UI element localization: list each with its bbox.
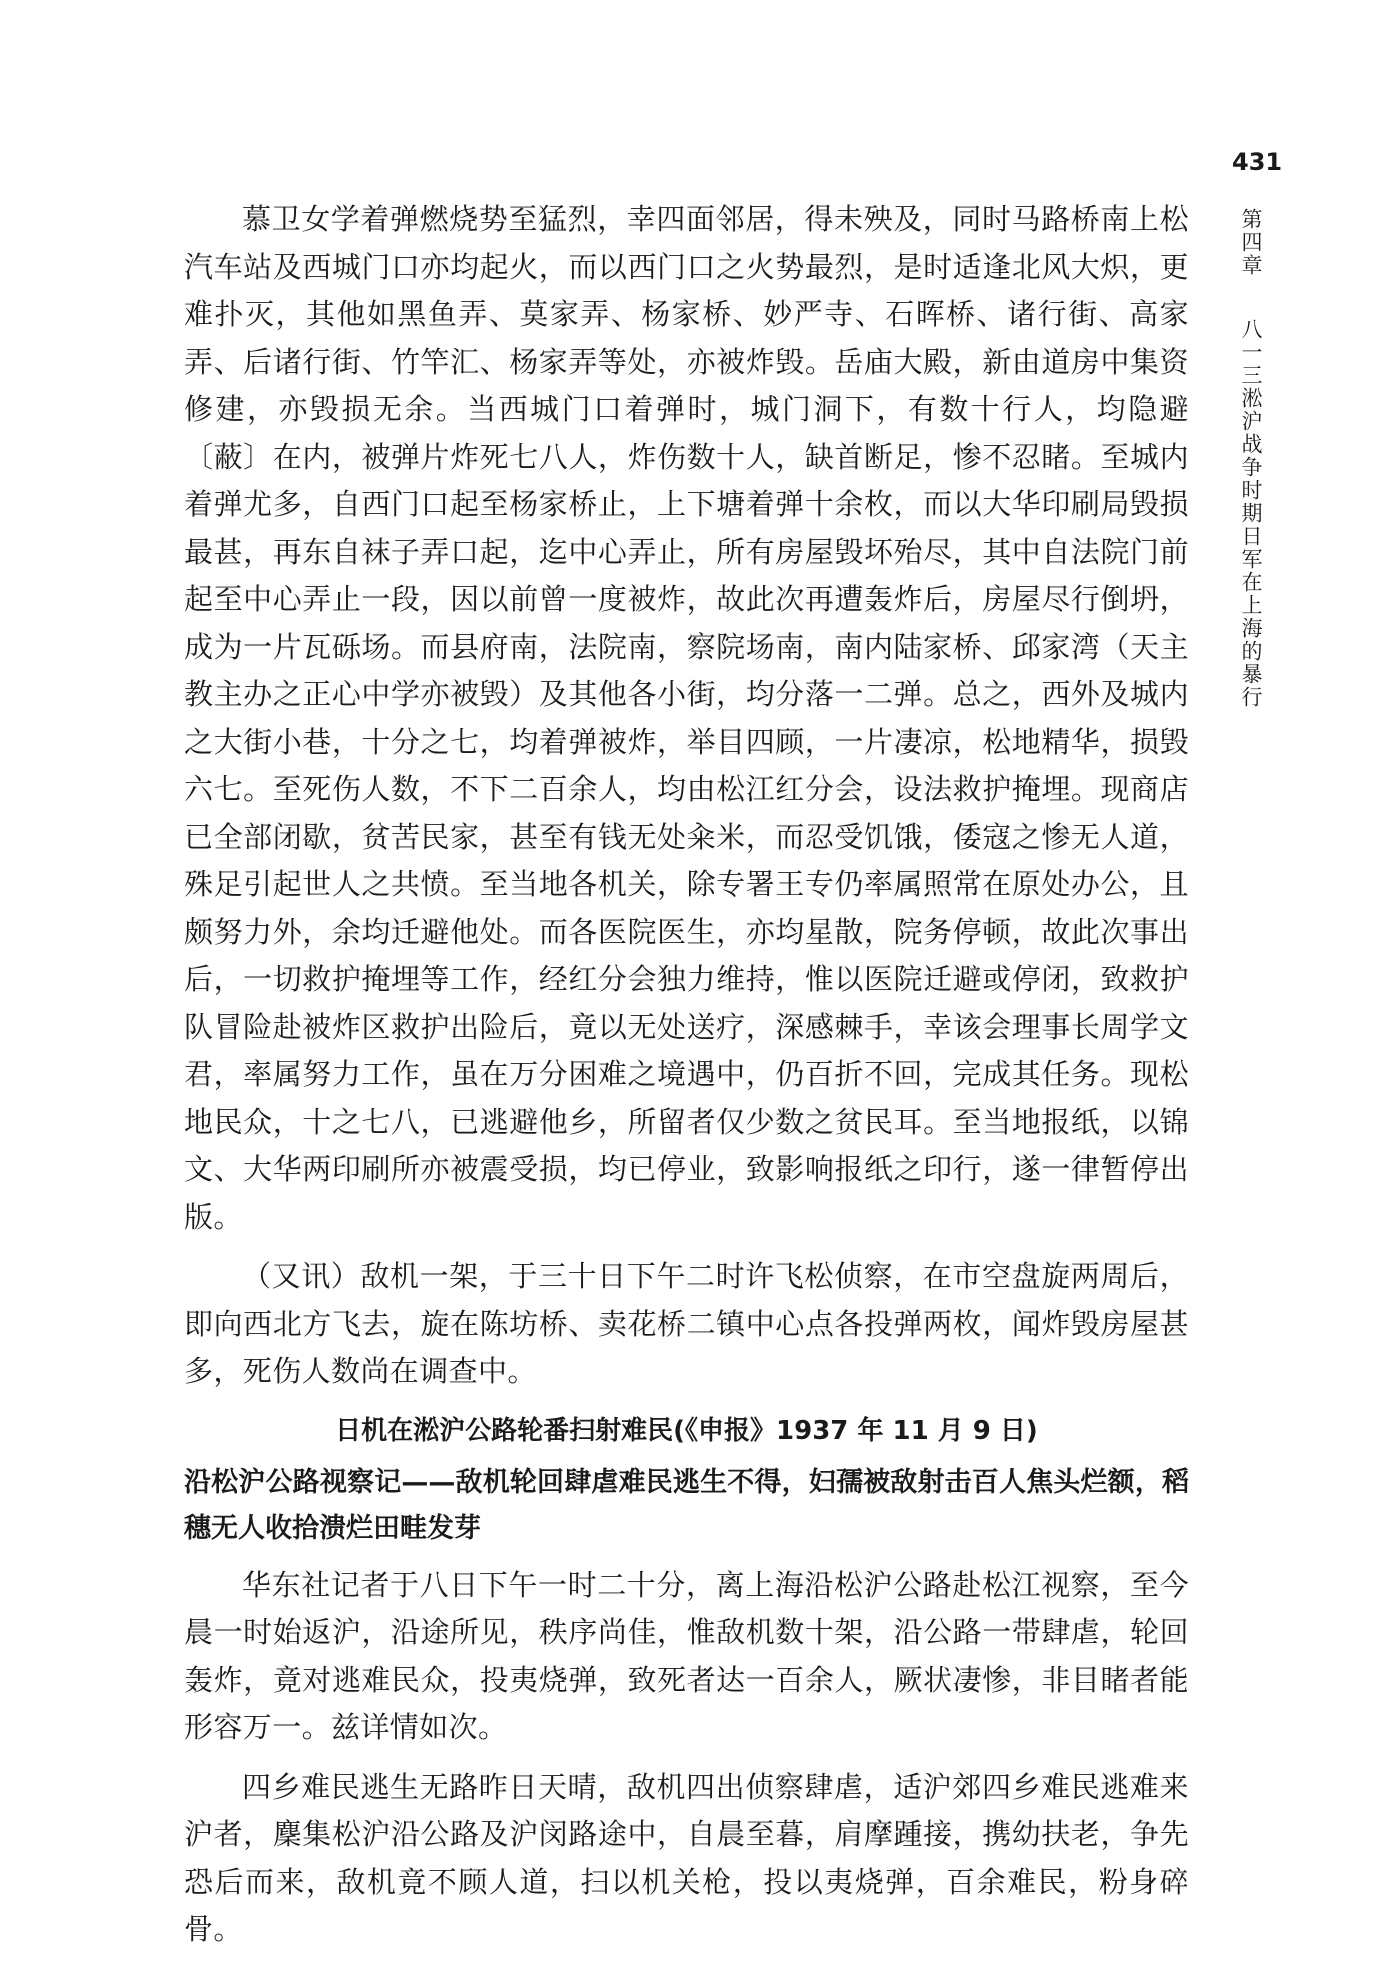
article-paragraph: 四乡难民逃生无路昨日天晴，敌机四出侦察肆虐，适沪郊四乡难民逃难来沪者，麇集松沪沿公路及沪闵路途中，自晨至暮，肩摩踵接，携幼扶老，争先恐后而来，敌机竟不顾人道，扫以机关枪，投以夷烧弹，百余难民，粉身碎骨。 [184,1769,1189,1946]
page-number: 431 [1232,148,1283,176]
running-head-chapter: 第四章 [1239,208,1263,277]
body-text [184,196,1189,1966]
paragraph-addendum: （又讯）敌机一架，于三十日下午二时许飞松侦察，在市空盘旋两周后，即向西北方飞去，旋在陈坊桥、卖花桥二镇中心点各投弹两枚，闻炸毁房屋甚多，死伤人数尚在调查中。 [184,1259,1189,1388]
article-subtitle: 沿松沪公路视察记——敌机轮回肆虐难民逃生不得，妇孺被敌射击百人焦头烂额，稻穗无人收拾溃烂田畦发芽 [184,1466,1189,1544]
article-title: 日机在淞沪公路轮番扫射难民(《申报》1937 年 11 月 9 日) [335,1415,1038,1446]
article-paragraph: 华东社记者于八日下午一时二十分，离上海沿松沪公路赴松江视察，至今晨一时始返沪，沿途所见，秩序尚佳，惟敌机数十架，沿公路一带肆虐，轮回轰炸，竟对逃难民众，投夷烧弹，致死者达一百余人，厥状凄惨，非目睹者能形容万一。兹详情如次。 [184,1567,1189,1744]
running-head-title: 八一三淞沪战争时期日军在上海的暴行 [1239,318,1263,710]
paragraph-continued: 慕卫女学着弹燃烧势至猛烈，幸四面邻居，得未殃及，同时马路桥南上松汽车站及西城门口亦均起火，而以西门口之火势最烈，是时适逢北风大炽，更难扑灭，其他如黑鱼弄、莫家弄、杨家桥、妙严寺、石晖桥、诸行街、高家弄、后诸行街、竹竿汇、杨家弄等处，亦被炸毁。岳庙大殿，新由道房中集资修建，亦毁损无余。当西城门口着弹时，城门洞下，有数十行人，均隐避〔蔽〕在内，被弹片炸死七八人，炸伤数十人，缺首断足，惨不忍睹。至城内着弹尤多，自西门口起至杨家桥止，上下塘着弹十余枚，而以大华印刷局毁损最甚，再东自袜子弄口起，迄中心弄止，所有房屋毁坏殆尽，其中自法院门前起至中心弄止一段，因以前曾一度被炸，故此次再遭轰炸后，房屋尽行倒坍，成为一片瓦砾场。而县府南，法院南，察院场南，南内陆家桥、邱家湾（天主教主办之正心中学亦被毁）及其他各小街，均分落一二弹。总之，西外及城内之大街小巷，十分之七，均着弹被炸，举目四顾，一片凄凉，松地精华，损毁六七。至死伤人数，不下二百余人，均由松江红分会，设法救护掩埋。现商店已全部闭歇，贫苦民家，甚至有钱无处籴米，而忍受饥饿，倭寇之惨无人道，殊足引起世人之共愤。至当地各机关，除专署王专仍率属照常在原处办公，且颇努力外，余均迁避他处。而各医院医生，亦均星散，院务停顿，故此次事出后，一切救护掩埋等工作，经红分会独力维持，惟以医院迁避或停闭，致救护队冒险赴被炸区救护出险后，竟以无处送疗，深感棘手，幸该会理事长周学文君，率属努力工作，虽在万分困难之境遇中，仍百折不回，完成其任务。现松地民众，十之七八，已逃避他乡，所留者仅少数之贫民耳。至当地报纸，以锦文、大华两印刷所亦被震受损，均已停业，致影响报纸之印行，遂一律暂停出版。 [184,202,1189,1234]
running-head [1236,208,1266,709]
